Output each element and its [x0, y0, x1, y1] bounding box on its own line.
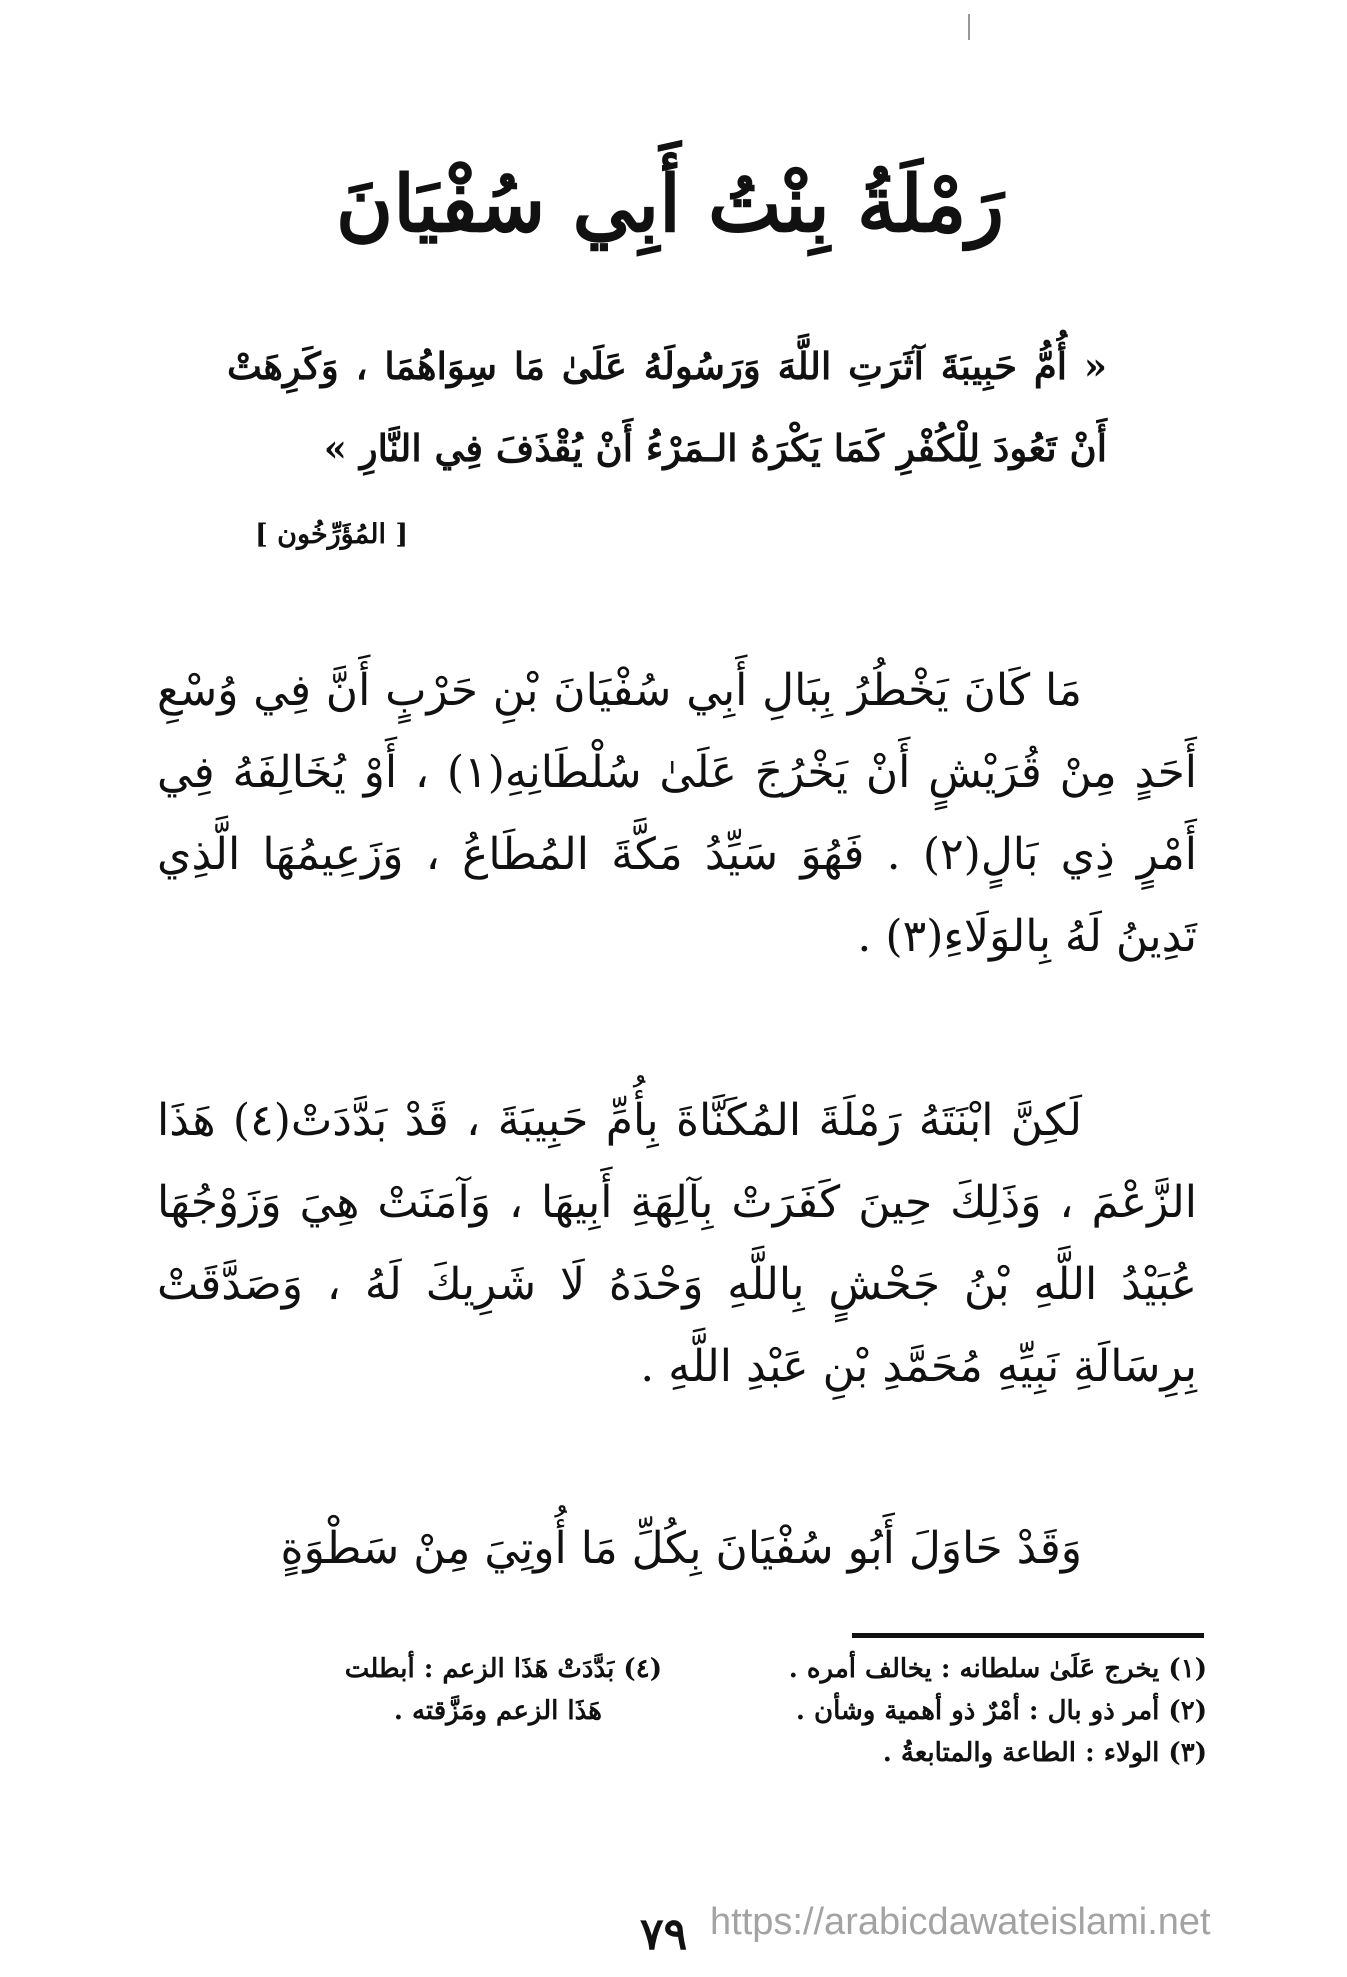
footnotes-left-column	[162, 1648, 662, 1732]
footnote-4: (٤) بَدَّدَتْ هَذَا الزعم : أبطلت	[344, 1654, 662, 1684]
watermark-url: https://arabicdawateislami.net	[710, 1901, 1211, 1943]
scan-corner-mark	[968, 14, 976, 40]
body-paragraph-1: مَا كَانَ يَخْطُرُ بِبَالِ أَبِي سُفْيَانَ بْنِ حَرْبٍ أَنَّ فِي وُسْعِ أَحَدٍ مِنْ قُرَيْشٍ أَنْ يَخْرُجَ عَلَىٰ سُلْطَانِهِ(١) ، أَوْ يُخَالِفَهُ فِي أَمْرٍ ذِي بَالٍ(٢) . فَهُوَ سَيِّدُ مَكَّةَ المُطَاعُ ، وَزَعِيمُهَا الَّذِي تَدِينُ لَهُ بِالوَلَاءِ(٣) .	[157, 665, 1197, 962]
body-paragraph-3: وَقَدْ حَاوَلَ أَبُو سُفْيَانَ بِكُلِّ مَا أُوتِيَ مِنْ سَطْوَةٍ	[280, 1523, 1082, 1574]
footnote-1: (١) يخرج عَلَىٰ سلطانه : يخالف أمره .	[788, 1654, 1207, 1684]
footnotes-right-column	[687, 1648, 1207, 1774]
footnote-divider	[852, 1633, 1204, 1638]
body-paragraph-2: لَكِنَّ ابْنَتَهُ رَمْلَةَ المُكَنَّاةَ بِأُمِّ حَبِيبَةَ ، قَدْ بَدَّدَتْ(٤) هَذَا الزَّعْمَ ، وَذَلِكَ حِينَ كَفَرَتْ بِآلِهَةِ أَبِيهَا ، وَآمَنَتْ هِيَ وَزَوْجُهَا عُبَيْدُ اللَّهِ بْنُ جَحْشٍ بِاللَّهِ وَحْدَهُ لَا شَرِيكَ لَهُ ، وَصَدَّقَتْ بِرِسَالَةِ نَبِيِّهِ مُحَمَّدِ بْنِ عَبْدِ اللَّهِ .	[157, 1095, 1197, 1392]
page-number: ٧٩	[640, 1909, 688, 1960]
footnote-3: (٣) الولاء : الطاعة والمتابعةُ .	[882, 1738, 1207, 1768]
epigraph-attribution: [ المُؤَرِّخُون ]	[255, 519, 409, 550]
epigraph-quote: « أُمُّ حَبِيبَةَ آثَرَتِ اللَّهَ وَرَسُولَهُ عَلَىٰ مَا سِوَاهُمَا ، وَكَرِهَتْ أَنْ تَعُودَ لِلْكُفْرِ كَمَا يَكْرَهُ الـمَرْءُ أَنْ يُقْذَفَ فِي النَّارِ »	[227, 344, 1107, 470]
footnote-4-continuation: هَذَا الزعم ومَزَّقته .	[393, 1696, 602, 1726]
footnote-2: (٢) أمر ذو بال : أمْرٌ ذو أهمية وشأن .	[795, 1696, 1207, 1726]
chapter-title: رَمْلَةُ بِنْتُ أَبِي سُفْيَانَ	[335, 159, 1005, 250]
footnotes	[147, 1648, 1207, 1848]
